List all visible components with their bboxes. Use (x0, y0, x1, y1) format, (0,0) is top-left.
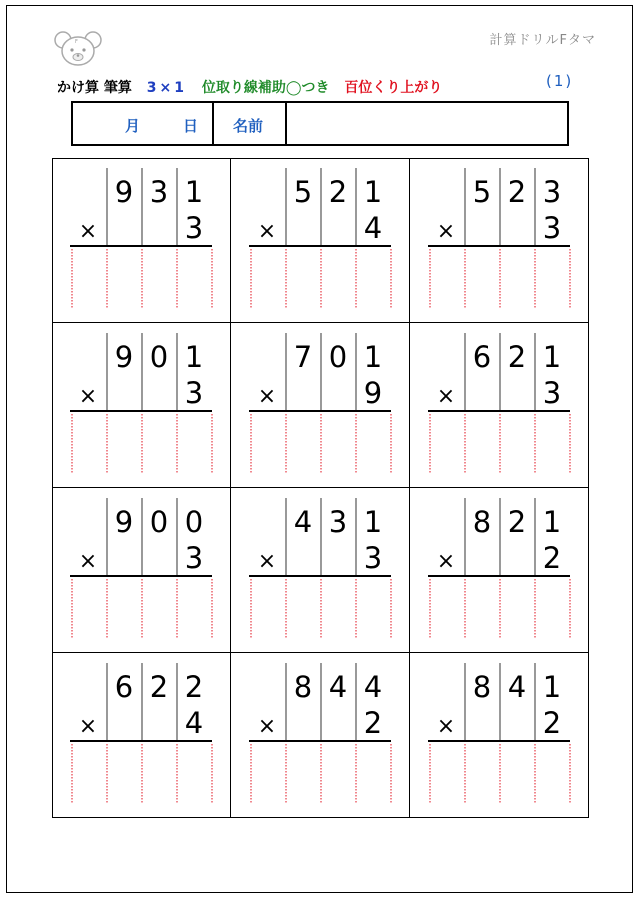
multiplier-digit: 4 (184, 706, 204, 740)
multiplicand-digit: 7 (293, 340, 313, 374)
multiplier-digit: 4 (363, 211, 383, 245)
times-sign: × (257, 714, 277, 739)
times-sign: × (257, 384, 277, 409)
multiplicand-digit: 2 (507, 175, 527, 209)
multiplicand-digit: 1 (542, 340, 562, 374)
month-label: 月 (125, 117, 141, 135)
multiplicand-digit: 1 (363, 505, 383, 539)
problem-cell (231, 653, 410, 818)
multiplicand-digit: 4 (507, 670, 527, 704)
title-digits: 3×1 (146, 80, 187, 96)
problem-cell (410, 653, 589, 818)
multiplicand-digit: 9 (114, 505, 134, 539)
multiplier-digit: 2 (542, 541, 562, 575)
name-label: 名前 (233, 117, 264, 135)
multiplier-digit: 3 (542, 376, 562, 410)
multiplicand-digit: 0 (149, 505, 169, 539)
multiplier-digit: 3 (184, 376, 204, 410)
sheet-number: (1) (546, 72, 574, 90)
multiplier-digit: 2 (363, 706, 383, 740)
times-sign: × (436, 219, 456, 244)
times-sign: × (78, 219, 98, 244)
multiplicand-digit: 2 (507, 505, 527, 539)
site-name: 計算ドリルFタマ (489, 33, 596, 48)
problem-cell (231, 158, 410, 323)
bear-logo-icon (52, 28, 104, 68)
multiplicand-digit: 0 (328, 340, 348, 374)
multiplicand-digit: 8 (293, 670, 313, 704)
multiplicand-digit: 3 (328, 505, 348, 539)
multiplicand-digit: 6 (472, 340, 492, 374)
multiplicand-digit: 3 (542, 175, 562, 209)
multiplier-digit: 3 (542, 211, 562, 245)
times-sign: × (436, 384, 456, 409)
multiplicand-digit: 9 (114, 175, 134, 209)
problem-cell (410, 323, 589, 488)
times-sign: × (78, 714, 98, 739)
multiplicand-digit: 4 (363, 670, 383, 704)
multiplicand-digit: 0 (149, 340, 169, 374)
problem-cell (52, 158, 231, 323)
problem-cell (52, 323, 231, 488)
multiplier-digit: 9 (363, 376, 383, 410)
title-carry: 百位くり上がり (344, 80, 443, 96)
times-sign: × (78, 384, 98, 409)
multiplicand-digit: 1 (184, 340, 204, 374)
multiplicand-digit: 2 (507, 340, 527, 374)
multiplicand-digit: 4 (328, 670, 348, 704)
multiplicand-digit: 8 (472, 670, 492, 704)
multiplicand-digit: 8 (472, 505, 492, 539)
title-assist: 位取り線補助◯つき (201, 80, 330, 96)
day-label: 日 (183, 117, 199, 135)
name-box-divider (212, 103, 214, 144)
multiplicand-digit: 1 (363, 175, 383, 209)
multiplicand-digit: 2 (149, 670, 169, 704)
times-sign: × (436, 714, 456, 739)
name-box-divider (285, 103, 287, 144)
multiplicand-digit: 5 (472, 175, 492, 209)
problem-cell (410, 488, 589, 653)
multiplier-digit: 3 (184, 211, 204, 245)
multiplicand-digit: 1 (542, 670, 562, 704)
times-sign: × (257, 219, 277, 244)
times-sign: × (436, 549, 456, 574)
svg-text:F: F (75, 39, 78, 45)
multiplicand-digit: 1 (184, 175, 204, 209)
problem-cell (52, 488, 231, 653)
times-sign: × (257, 549, 277, 574)
multiplicand-digit: 5 (293, 175, 313, 209)
multiplicand-digit: 1 (363, 340, 383, 374)
multiplicand-digit: 3 (149, 175, 169, 209)
problem-cell (52, 653, 231, 818)
times-sign: × (78, 549, 98, 574)
multiplicand-digit: 6 (114, 670, 134, 704)
problem-cell (410, 158, 589, 323)
multiplicand-digit: 1 (542, 505, 562, 539)
multiplicand-digit: 4 (293, 505, 313, 539)
multiplicand-digit: 9 (114, 340, 134, 374)
multiplier-digit: 3 (363, 541, 383, 575)
multiplicand-digit: 0 (184, 505, 204, 539)
multiplier-digit: 2 (542, 706, 562, 740)
problem-grid (52, 158, 589, 818)
name-date-box (71, 101, 569, 146)
problem-cell (231, 323, 410, 488)
multiplicand-digit: 2 (184, 670, 204, 704)
multiplier-digit: 3 (184, 541, 204, 575)
worksheet-title (57, 77, 452, 97)
title-type: かけ算 筆算 (57, 80, 132, 96)
multiplicand-digit: 2 (328, 175, 348, 209)
problem-cell (231, 488, 410, 653)
